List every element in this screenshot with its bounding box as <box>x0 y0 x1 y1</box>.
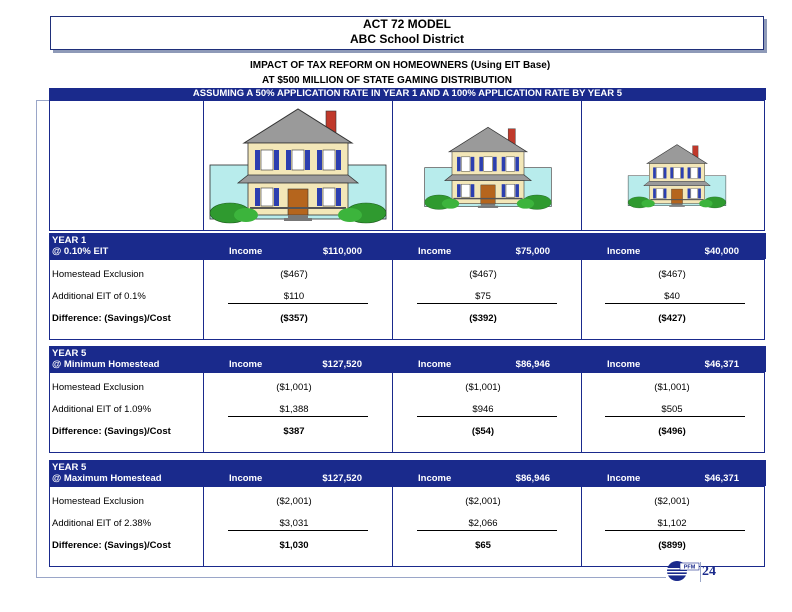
house-icon <box>208 103 388 228</box>
income-amount: $127,520 <box>322 359 362 370</box>
section-year5-min-body <box>49 372 765 453</box>
row-label: Difference: (Savings)/Cost <box>52 426 171 437</box>
table-cell: ($357) <box>280 313 308 324</box>
section-subtitle: @ 0.10% EIT <box>52 246 109 257</box>
column-divider <box>203 373 204 452</box>
title-line2: ABC School District <box>349 32 464 46</box>
sum-underline <box>228 303 368 304</box>
assumption-banner: ASSUMING A 50% APPLICATION RATE IN YEAR 1 AND A 100% APPLICATION RATE BY YEAR 5 <box>49 88 766 100</box>
svg-text:PFM: PFM <box>683 564 696 571</box>
table-cell: ($427) <box>658 313 686 324</box>
frame-line-bottom <box>36 577 666 578</box>
sum-underline <box>417 530 557 531</box>
table-cell: $2,066 <box>468 518 498 529</box>
house-icon <box>423 123 553 213</box>
house-illustration-row <box>49 100 765 231</box>
income-label: Income <box>607 359 641 370</box>
column-divider <box>581 373 582 452</box>
income-label: Income <box>418 359 452 370</box>
frame-line-top <box>36 100 50 101</box>
section-year5-max-body <box>49 486 765 567</box>
income-amount: $86,946 <box>515 359 550 370</box>
row-label: Homestead Exclusion <box>52 382 144 393</box>
page-number-divider <box>700 562 701 582</box>
table-cell: ($2,001) <box>276 496 312 507</box>
income-label: Income <box>229 473 263 484</box>
section-title: YEAR 1 <box>52 235 87 246</box>
sum-underline <box>605 530 745 531</box>
income-amount: $46,371 <box>704 473 739 484</box>
row-label: Additional EIT of 1.09% <box>52 404 152 415</box>
table-cell: ($899) <box>658 540 686 551</box>
section-year1-body <box>49 259 765 340</box>
sum-underline <box>228 416 368 417</box>
frame-line-left <box>36 100 37 577</box>
column-divider <box>203 260 204 339</box>
column-divider <box>203 487 204 566</box>
row-label: Homestead Exclusion <box>52 269 144 280</box>
subtitle-line1: IMPACT OF TAX REFORM ON HOMEOWNERS (Using EIT Base) <box>250 60 551 71</box>
title-line1: ACT 72 MODEL <box>362 17 451 31</box>
sum-underline <box>228 530 368 531</box>
table-cell: $1,102 <box>657 518 687 529</box>
table-cell: $40 <box>664 291 680 302</box>
section-year5-min-header <box>49 346 766 372</box>
column-divider <box>392 373 393 452</box>
income-label: Income <box>229 359 263 370</box>
sum-underline <box>605 303 745 304</box>
row-label: Additional EIT of 0.1% <box>52 291 146 302</box>
table-cell: ($2,001) <box>654 496 690 507</box>
section-title: YEAR 5 <box>52 462 87 473</box>
house-cell-medium <box>392 101 582 230</box>
table-cell: ($54) <box>471 426 495 437</box>
income-amount: $86,946 <box>515 473 550 484</box>
row-label: Additional EIT of 2.38% <box>52 518 152 529</box>
house-cell-large <box>203 101 393 230</box>
sum-underline <box>605 416 745 417</box>
table-cell: $1,388 <box>279 404 309 415</box>
income-amount: $110,000 <box>322 246 362 257</box>
income-label: Income <box>607 473 641 484</box>
income-amount: $75,000 <box>515 246 550 257</box>
row-label: Difference: (Savings)/Cost <box>52 540 171 551</box>
page-number: 24 <box>702 564 716 579</box>
table-cell: ($1,001) <box>465 382 501 393</box>
sum-underline <box>417 416 557 417</box>
table-cell: ($392) <box>469 313 497 324</box>
income-label: Income <box>607 246 641 257</box>
table-cell: ($467) <box>658 269 686 280</box>
column-divider <box>392 487 393 566</box>
table-cell: $1,030 <box>279 540 309 551</box>
section-year5-max-header <box>49 460 766 486</box>
income-label: Income <box>229 246 263 257</box>
title-box <box>50 16 764 50</box>
income-amount: $127,520 <box>322 473 362 484</box>
section-title: YEAR 5 <box>52 348 87 359</box>
column-divider <box>392 260 393 339</box>
table-cell: $387 <box>283 426 305 437</box>
house-cell-small <box>581 101 766 230</box>
table-cell: ($1,001) <box>276 382 312 393</box>
section-year1-header <box>49 233 766 259</box>
table-cell: $65 <box>475 540 491 551</box>
table-cell: ($496) <box>658 426 686 437</box>
pfm-logo-icon <box>666 560 700 582</box>
sum-underline <box>417 303 557 304</box>
income-amount: $40,000 <box>704 246 739 257</box>
income-label: Income <box>418 473 452 484</box>
table-cell: $110 <box>283 291 305 302</box>
column-divider <box>581 260 582 339</box>
table-cell: $3,031 <box>279 518 309 529</box>
table-cell: $946 <box>472 404 494 415</box>
table-cell: ($467) <box>469 269 497 280</box>
table-cell: ($2,001) <box>465 496 501 507</box>
column-divider <box>581 487 582 566</box>
income-label: Income <box>418 246 452 257</box>
table-cell: $505 <box>661 404 683 415</box>
section-subtitle: @ Minimum Homestead <box>52 359 160 370</box>
row-label: Homestead Exclusion <box>52 496 144 507</box>
income-amount: $46,371 <box>704 359 739 370</box>
row-label: Difference: (Savings)/Cost <box>52 313 171 324</box>
subtitle-line2: AT $500 MILLION OF STATE GAMING DISTRIBUTION <box>262 75 513 86</box>
table-cell: ($1,001) <box>654 382 690 393</box>
section-subtitle: @ Maximum Homestead <box>52 473 162 484</box>
table-cell: $75 <box>475 291 491 302</box>
table-cell: ($467) <box>280 269 308 280</box>
house-icon <box>627 141 727 211</box>
